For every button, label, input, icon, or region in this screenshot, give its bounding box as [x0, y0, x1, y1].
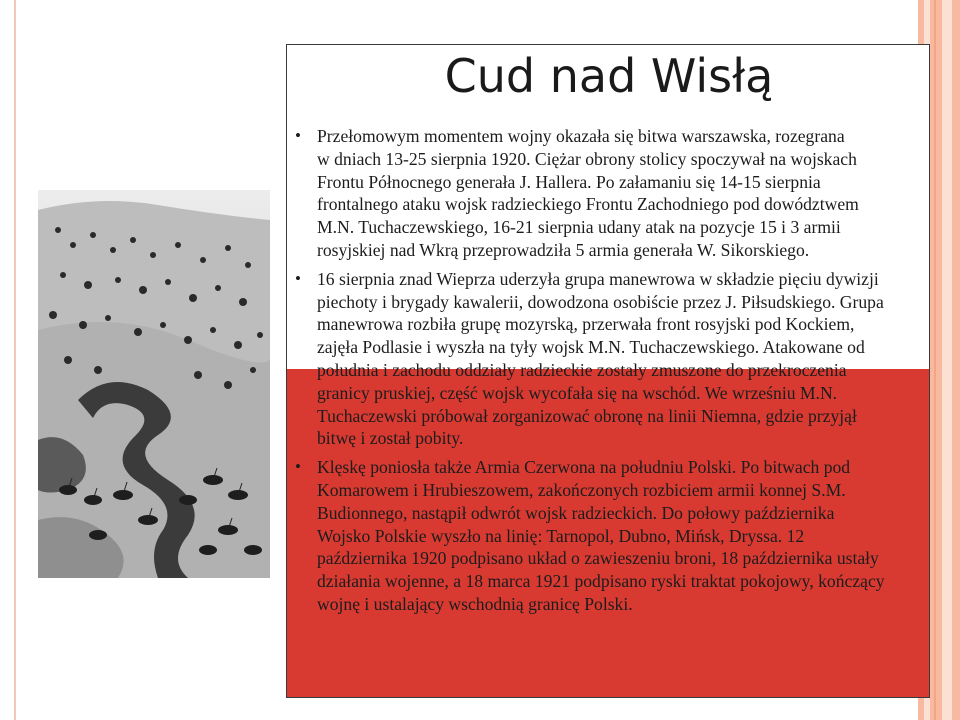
border-stripe: [942, 0, 952, 720]
text-line: 16 sierpnia znad Wieprza uderzyła grupa manewrowa w składzie pięciu dywizji: [317, 268, 879, 289]
text-line: Tuchaczewski próbował zorganizować obronę na linii Niemna, gdzie przyjął: [317, 405, 857, 426]
text-line: bitwę i został pobity.: [317, 428, 464, 449]
text-line: Klęskę poniosła także Armia Czerwona na południu Polski. Po bitwach pod: [317, 457, 851, 478]
text-line: frontalnego ataku wojsk radzieckiego Frontu Zachodniego pod dowództwem: [317, 194, 859, 215]
text-line: Frontu Północnego generała J. Hallera. Po załamaniu się 14-15 sierpnia: [317, 171, 821, 192]
text-line: manewrowa rozbiła grupę mozyrską, przerwała front rosyjski pod Kockiem,: [317, 314, 855, 335]
slide-title: Cud nad Wisłą: [444, 49, 774, 103]
text-line: granicy pruskiej, część wojsk wycofała się na wschód. We wrześniu M.N.: [317, 382, 838, 403]
battle-photo: [38, 190, 270, 578]
bullet-item: [291, 268, 911, 450]
text-line: wojnę i ustalający wschodnią granicę Polski.: [317, 593, 633, 614]
text-line: rosyjskiej nad Wkrą przeprowadziła 5 armia generała W. Sikorskiego.: [317, 239, 810, 260]
text-line: października 1920 podpisano układ o zawieszeniu broni, 18 października ustały: [317, 548, 879, 569]
bullet-text: [317, 125, 911, 262]
bullet-text: [317, 268, 911, 450]
border-stripe: [934, 0, 936, 720]
bullet-item: [291, 456, 911, 616]
text-line: M.N. Tuchaczewskiego, 16-21 sierpnia udany atak na pozycje 15 i 3 armii: [317, 217, 841, 238]
text-line: Wojsko Polskie wyszło na linię: Tarnopol, Dubno, Mińsk, Dryssa. 12: [317, 525, 805, 546]
text-line: południa i zachodu oddziały radzieckie zostały zmuszone do przekroczenia: [317, 359, 847, 380]
text-line: Komarowem i Hrubieszowem, zakończonych rozbiciem armii konnej S.M.: [317, 479, 846, 500]
bullet-text: [317, 456, 911, 616]
bullet-icon: •: [295, 126, 301, 145]
battle-photo-image: [38, 190, 270, 578]
slide-content-panel: [286, 44, 930, 698]
text-line: Budionnego, nastąpił odwrót wojsk radzieckich. Do połowy października: [317, 502, 835, 523]
bullet-icon: •: [295, 457, 301, 477]
text-line: Przełomowym momentem wojny okazała się bitwa warszawska, rozegrana: [317, 126, 845, 146]
text-line: działania wojenne, a 18 marca 1921 podpisano ryski traktat pokojowy, kończący: [317, 571, 885, 592]
text-line: piechoty i brygady kawalerii, dowodzona osobiście przez J. Piłsudskiego. Grupa: [317, 291, 884, 312]
text-line: zajęła Podlasie i wyszła na tyły wojsk M.N. Tuchaczewskiego. Atakowane od: [317, 337, 865, 358]
text-line: w dniach 13-25 sierpnia 1920. Ciężar obrony stolicy spoczywał na wojskach: [317, 148, 857, 169]
bullet-list: [291, 125, 911, 622]
bullet-icon: •: [295, 268, 301, 288]
left-frame-line: [14, 0, 16, 720]
bullet-item: [291, 125, 911, 262]
